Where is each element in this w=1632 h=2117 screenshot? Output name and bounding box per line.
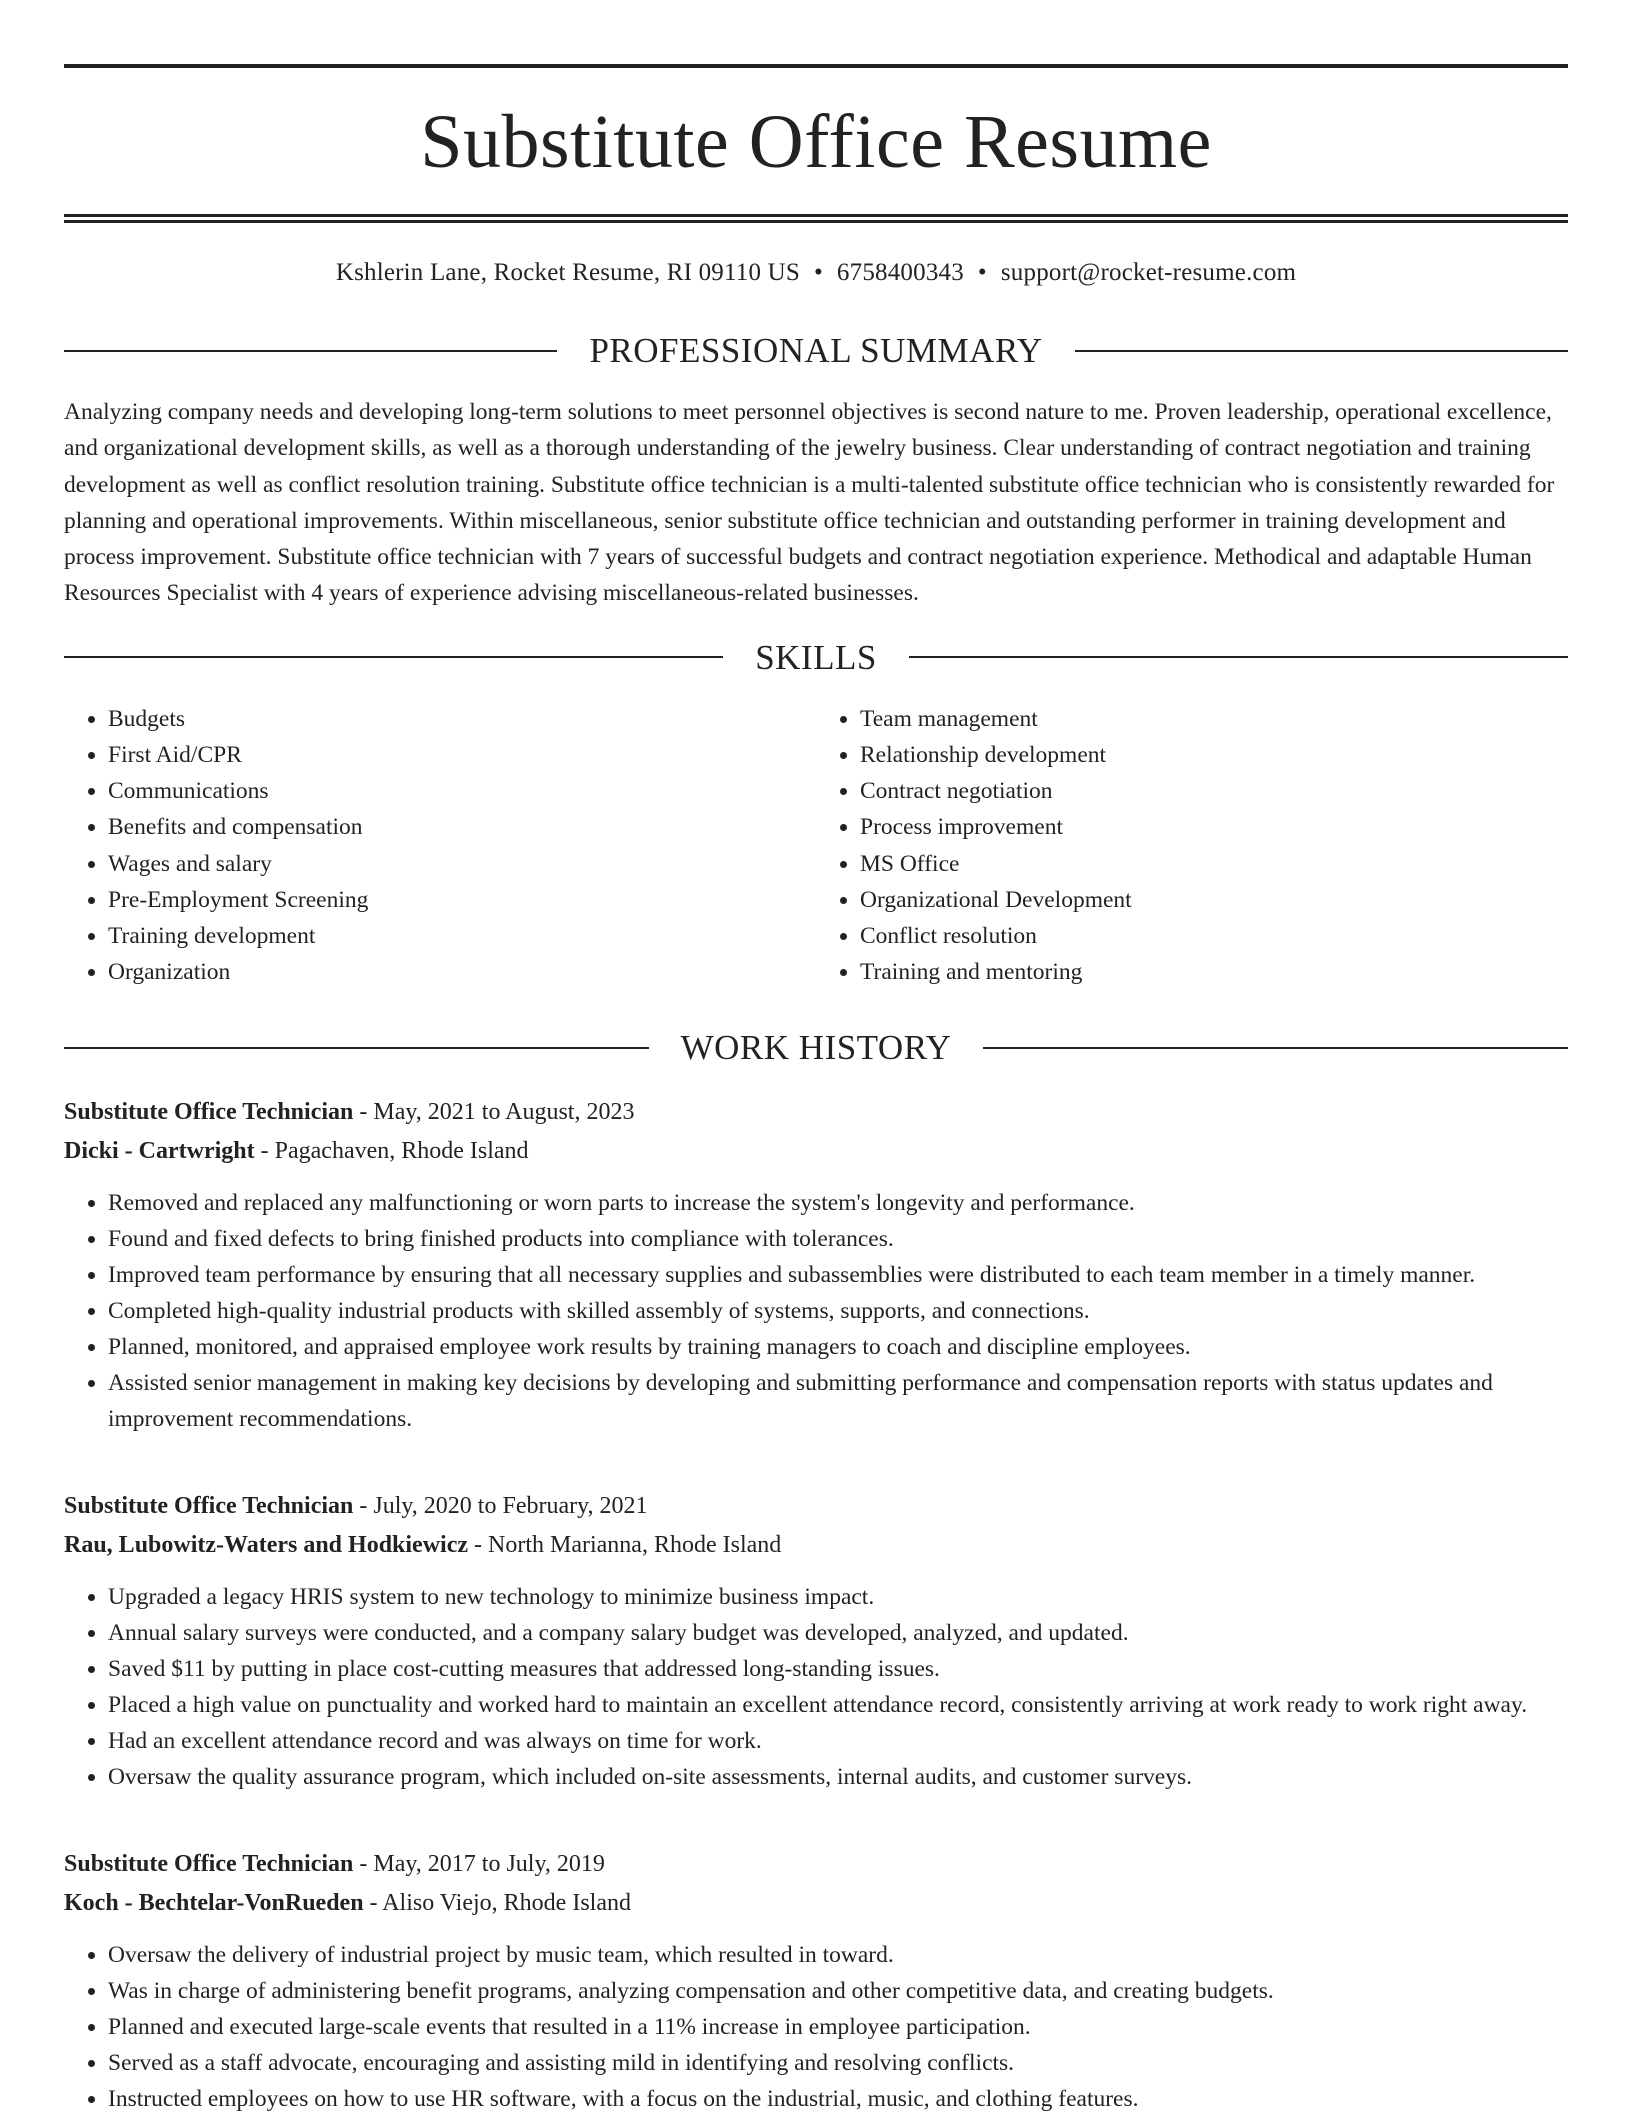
contact-email: support@rocket-resume.com <box>1000 259 1297 286</box>
title-double-rule <box>64 214 1568 223</box>
job-bullets <box>64 1579 1568 1795</box>
summary-heading <box>64 333 1568 368</box>
job-bullets <box>64 1185 1568 1437</box>
skill-item: • Relationship development <box>860 737 1568 773</box>
job-dates: - May, 2021 to August, 2023 <box>353 1099 635 1126</box>
job-bullet: • Assisted senior management in making key decisions by developing and submitting performance and compensation reports with status updates and improvement recommendations. <box>108 1365 1568 1437</box>
skill-item: • Organization <box>108 954 816 990</box>
job-bullet: • Placed a high value on punctuality and worked hard to maintain an excellent attendance record, consistently arriving at work ready to work right away. <box>108 1687 1568 1723</box>
heading-rule <box>983 1047 1568 1049</box>
job-bullet: • Saved $11 by putting in place cost-cutting measures that addressed long-standing issues. <box>108 1651 1568 1687</box>
resume-page <box>64 0 1568 2117</box>
job-bullet: • Upgraded a legacy HRIS system to new technology to minimize business impact. <box>108 1579 1568 1615</box>
top-rule <box>64 64 1568 68</box>
job-title: Substitute Office Technician <box>64 1493 354 1520</box>
summary-heading-label: PROFESSIONAL SUMMARY <box>589 331 1043 370</box>
skill-item: • Contract negotiation <box>860 773 1568 809</box>
heading-rule <box>64 1047 649 1049</box>
skills-heading <box>64 637 1568 677</box>
heading-rule <box>909 656 1568 658</box>
skill-item: • Communications <box>108 773 816 809</box>
heading-rule <box>64 350 557 352</box>
resume-title: Substitute Office Resume <box>420 100 1212 184</box>
skills-heading-label: SKILLS <box>755 637 877 677</box>
job-bullet: • Instructed employees on how to use HR software, with a focus on the industrial, music, and clothing features. <box>108 2081 1568 2117</box>
job-bullet: • Planned and executed large-scale events that resulted in a 11% increase in employee participation. <box>108 2009 1568 2045</box>
skill-item: • Conflict resolution <box>860 918 1568 954</box>
job-title-line <box>64 1487 1568 1526</box>
job-company: Dicki - Cartwright <box>64 1138 255 1165</box>
contact-address: Kshlerin Lane, Rocket Resume, RI 09110 US <box>335 259 800 286</box>
job-entry <box>64 1487 1568 1795</box>
job-company-line <box>64 1526 1568 1565</box>
job-company: Rau, Lubowitz-Waters and Hodkiewicz <box>64 1532 469 1559</box>
contact-separator: • <box>977 259 987 286</box>
skill-item: • Pre-Employment Screening <box>108 882 816 918</box>
skill-item: • MS Office <box>860 846 1568 882</box>
skills-column-right <box>816 701 1568 991</box>
work-history-list <box>64 1093 1568 2117</box>
job-bullet: • Improved team performance by ensuring that all necessary supplies and subassemblies were distributed to each team member in a timely manner. <box>108 1257 1568 1293</box>
job-bullet: • Had an excellent attendance record and was always on time for work. <box>108 1723 1568 1759</box>
work-history-heading-label: WORK HISTORY <box>680 1028 952 1068</box>
skills-column-left <box>64 701 816 991</box>
job-bullet: • Annual salary surveys were conducted, and a company salary budget was developed, analyzed, and updated. <box>108 1615 1568 1651</box>
skill-item: • Wages and salary <box>108 846 816 882</box>
skill-item: • Budgets <box>108 701 816 737</box>
work-history-heading <box>64 1028 1568 1068</box>
heading-rule <box>1075 350 1568 352</box>
job-bullet: • Completed high-quality industrial products with skilled assembly of systems, supports, and connections. <box>108 1293 1568 1329</box>
job-dates: - May, 2017 to July, 2019 <box>353 1851 605 1878</box>
job-title: Substitute Office Technician <box>64 1099 354 1126</box>
job-entry <box>64 1093 1568 1437</box>
professional-summary: Analyzing company needs and developing long-term solutions to meet personnel objectives is second nature to me. Proven leadership, operational excellence, and organizational development skills, as well as a thorough understanding of the jewelry business. Clear understanding of contract negotiation and training development as well as conflict resolution training. Substitute office technician is a multi-talented substitute office technician who is consistently rewarded for planning and operational improvements. Within miscellaneous, senior substitute office technician and outstanding performer in training development and process improvement. Substitute office technician with 7 years of successful budgets and contract negotiation experience. Methodical and adaptable Human Resources Specialist with 4 years of experience advising miscellaneous-related businesses. <box>64 399 1555 607</box>
job-dates: - July, 2020 to February, 2021 <box>353 1493 648 1520</box>
skill-item: • Process improvement <box>860 809 1568 845</box>
job-title-line <box>64 1093 1568 1132</box>
skill-item: • Training and mentoring <box>860 954 1568 990</box>
job-title: Substitute Office Technician <box>64 1851 354 1878</box>
contact-line <box>64 259 1568 287</box>
heading-rule <box>64 656 723 658</box>
job-bullet: • Was in charge of administering benefit programs, analyzing compensation and other competitive data, and creating budgets. <box>108 1973 1568 2009</box>
skills-list <box>64 701 1568 991</box>
skill-item: • First Aid/CPR <box>108 737 816 773</box>
skill-item: • Team management <box>860 701 1568 737</box>
job-company-line <box>64 1132 1568 1171</box>
job-location: - North Marianna, Rhode Island <box>468 1532 782 1559</box>
job-bullet: • Found and fixed defects to bring finished products into compliance with tolerances. <box>108 1221 1568 1257</box>
skill-item: • Training development <box>108 918 816 954</box>
skill-item: • Benefits and compensation <box>108 809 816 845</box>
job-title-line <box>64 1845 1568 1884</box>
job-bullets <box>64 1937 1568 2117</box>
job-bullet: • Oversaw the quality assurance program, which included on-site assessments, internal audits, and customer surveys. <box>108 1759 1568 1795</box>
skill-item: • Organizational Development <box>860 882 1568 918</box>
contact-separator: • <box>813 259 823 286</box>
job-company-line <box>64 1884 1568 1923</box>
job-location: - Aliso Viejo, Rhode Island <box>363 1890 631 1917</box>
contact-phone: 6758400343 <box>836 259 964 286</box>
job-location: - Pagachaven, Rhode Island <box>254 1138 529 1165</box>
job-bullet: • Served as a staff advocate, encouraging and assisting mild in identifying and resolving conflicts. <box>108 2045 1568 2081</box>
job-bullet: • Removed and replaced any malfunctioning or worn parts to increase the system's longevity and performance. <box>108 1185 1568 1221</box>
job-company: Koch - Bechtelar-VonRueden <box>64 1890 364 1917</box>
job-bullet: • Oversaw the delivery of industrial project by music team, which resulted in toward. <box>108 1937 1568 1973</box>
job-entry <box>64 1845 1568 2117</box>
job-bullet: • Planned, monitored, and appraised employee work results by training managers to coach and discipline employees. <box>108 1329 1568 1365</box>
